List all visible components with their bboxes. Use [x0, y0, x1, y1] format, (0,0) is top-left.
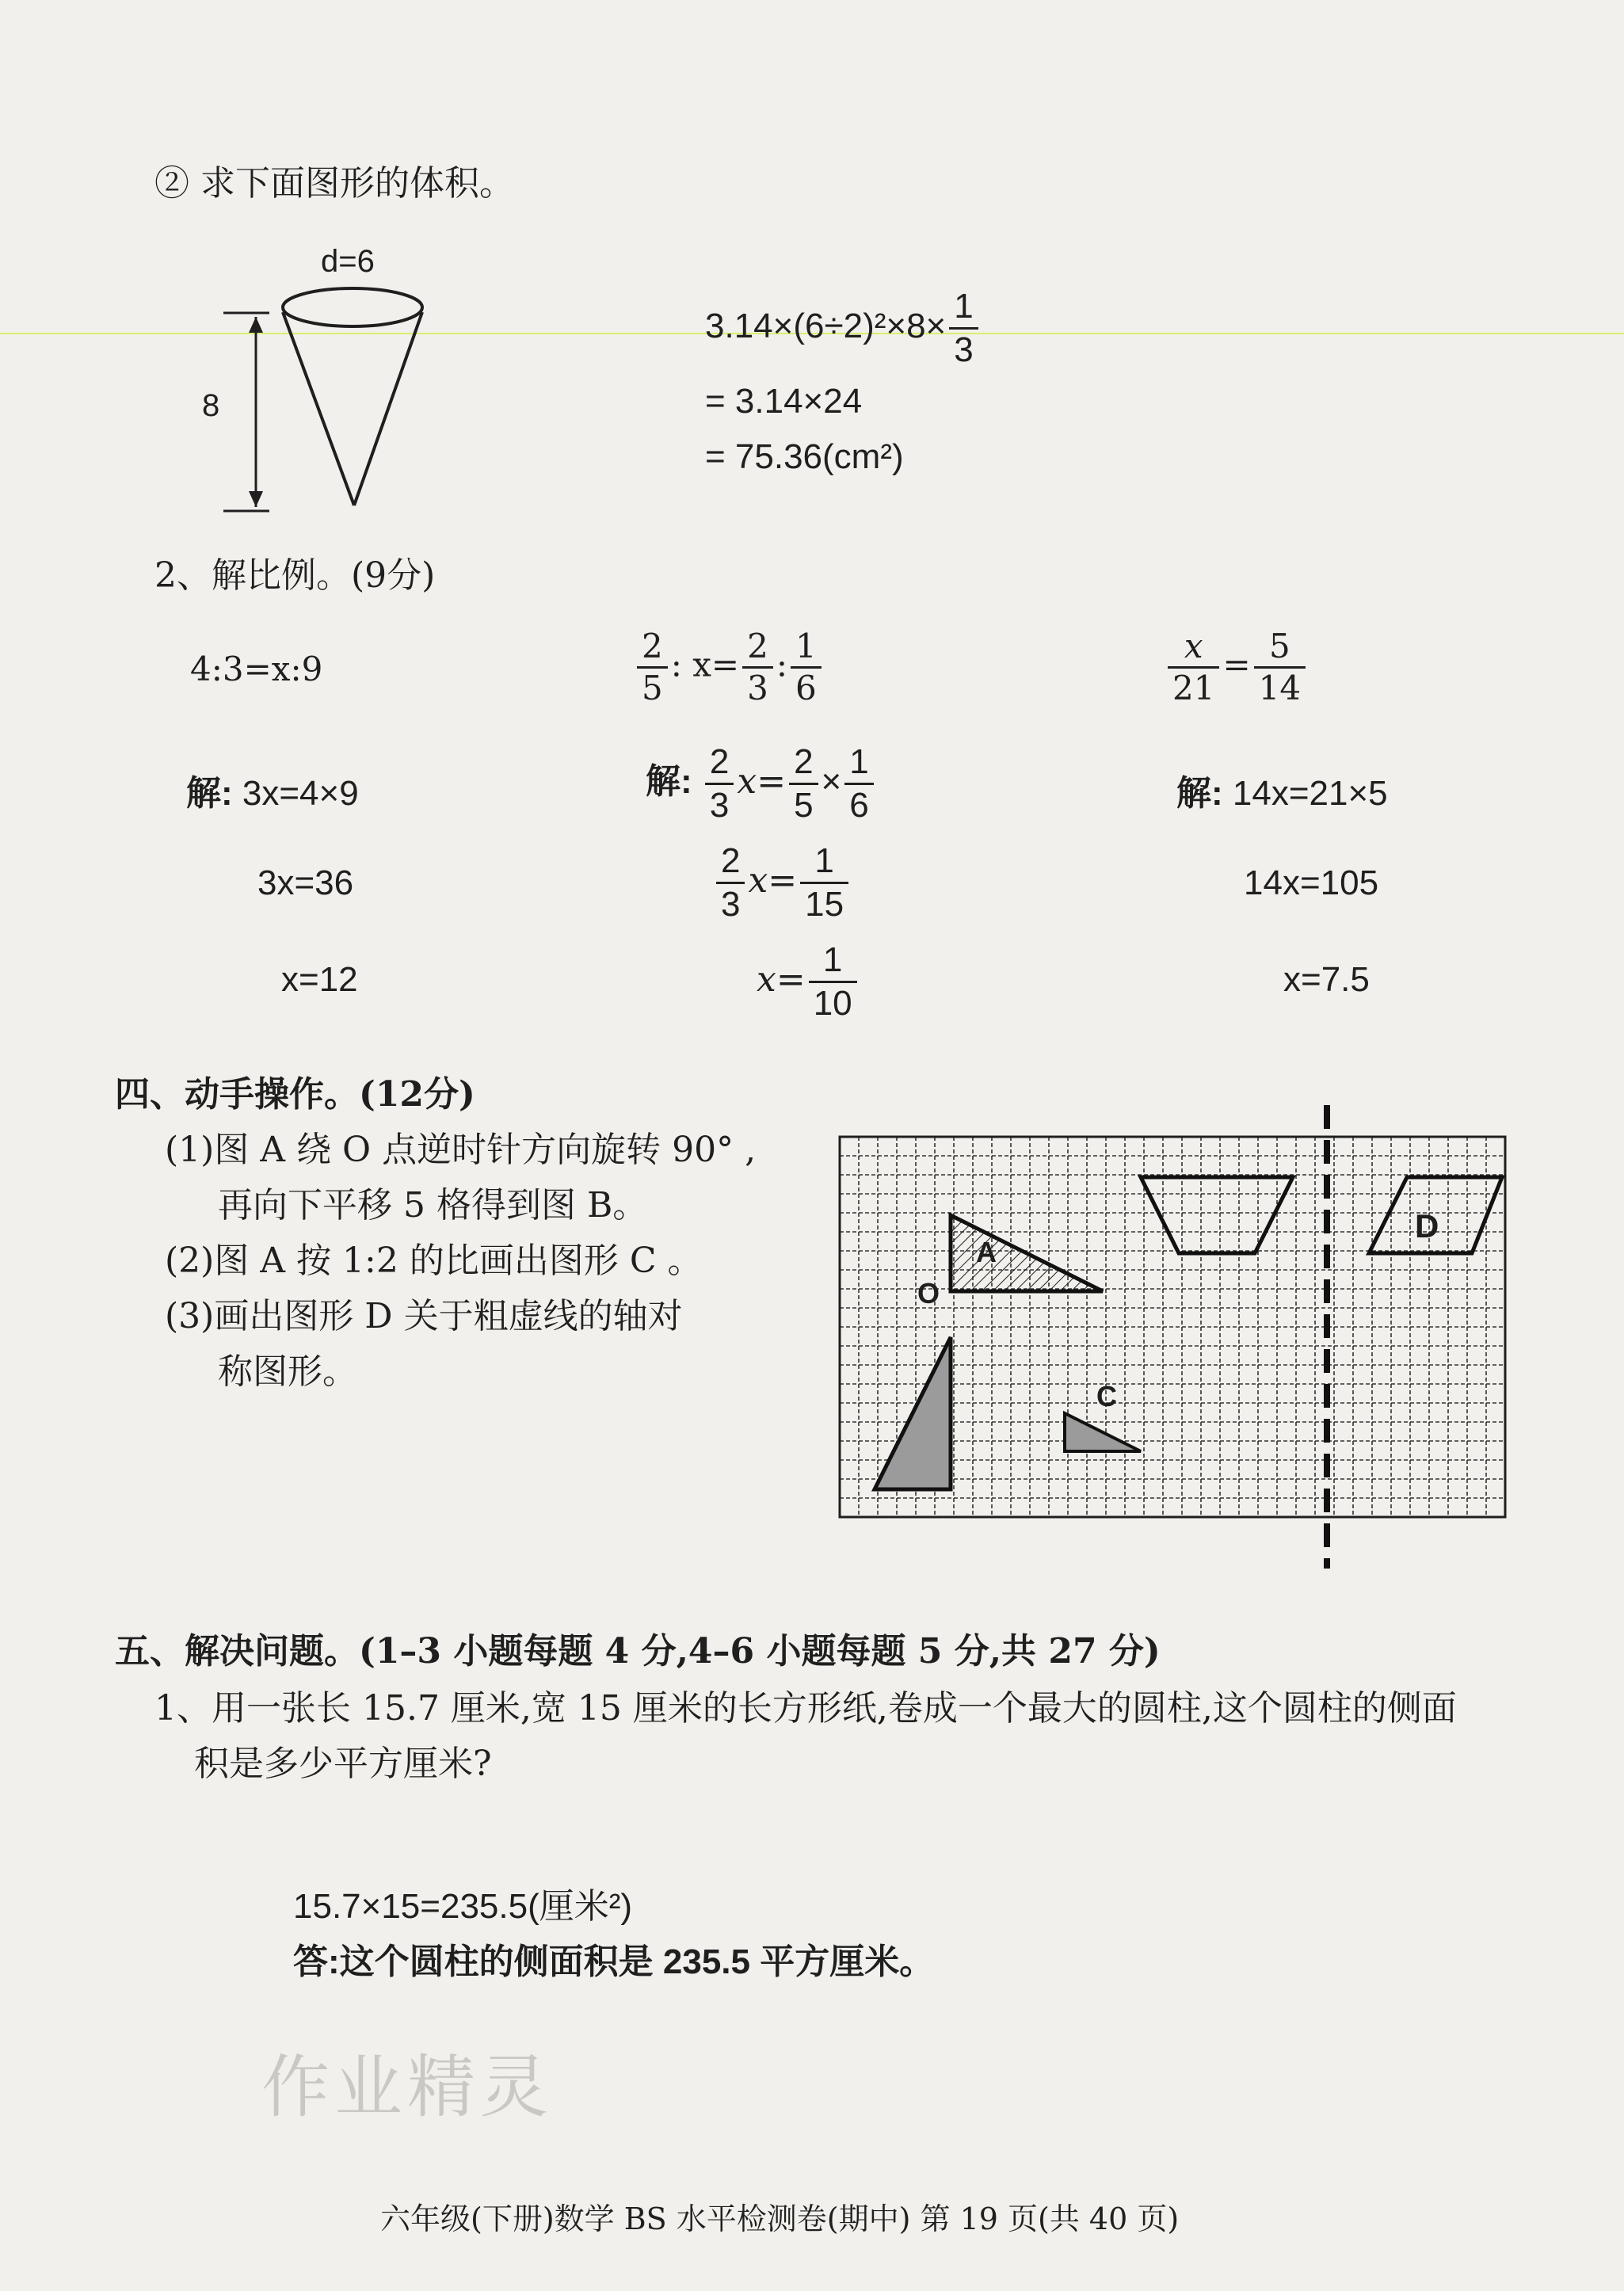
- fraction: [789, 742, 818, 825]
- frac-den: 3: [705, 783, 734, 823]
- x-eq: x=: [757, 959, 806, 1001]
- col3-problem: [1165, 627, 1309, 707]
- col2-step3: [757, 940, 860, 1023]
- col1-step1: [186, 764, 359, 815]
- frac-den: 10: [809, 981, 857, 1021]
- col3-step1-expr: 14x=21×5: [1232, 774, 1388, 813]
- answer-text: 答:这个圆柱的侧面积是 235.5 平方厘米。: [293, 1942, 935, 1981]
- fraction: [809, 940, 857, 1023]
- frac-num: 1: [795, 627, 817, 665]
- section-four-heading: 四、动手操作。(12分): [115, 1074, 475, 1115]
- col1-problem: 4:3=x:9: [190, 650, 323, 688]
- col3-step3: x=7.5: [1283, 960, 1370, 999]
- instruction-1b: 再向下平移 5 格得到图 B。: [218, 1185, 648, 1226]
- instruction-1a: (1)图 A 绕 O 点逆时针方向旋转 90° ,: [165, 1130, 757, 1170]
- fraction: [1168, 627, 1219, 707]
- col3-step1: [1176, 764, 1388, 815]
- col1-step1-expr: 3x=4×9: [242, 774, 359, 813]
- frac-den: 3: [742, 666, 773, 705]
- instruction-2: (2)图 A 按 1:2 的比画出图形 C 。: [165, 1241, 703, 1281]
- page-footer: 六年级(下册)数学 BS 水平检测卷(期中) 第 19 页(共 40 页): [380, 2201, 1180, 2236]
- frac-num: 1: [849, 742, 869, 781]
- label-a: A: [976, 1236, 997, 1268]
- frac-den: 6: [791, 666, 822, 705]
- answer-calc: 15.7×15=235.5(厘米²): [293, 1887, 633, 1926]
- frac-num: 2: [747, 627, 768, 665]
- frac-den: 5: [789, 783, 818, 823]
- frac-num: 2: [642, 627, 663, 665]
- q1-line2: 积是多少平方厘米?: [194, 1744, 492, 1784]
- frac-den: 3: [716, 882, 745, 922]
- cone-height-label: 8: [202, 388, 220, 423]
- parallelogram-reflected: [1141, 1177, 1293, 1253]
- fraction: [716, 841, 745, 924]
- volume-title: ② 求下面图形的体积。: [154, 163, 514, 204]
- calc-expression: 3.14×(6÷2)²×8×: [705, 307, 947, 346]
- cone-diameter-label: d=6: [321, 244, 375, 279]
- frac-num: 1: [954, 287, 974, 326]
- triangle-c: [1065, 1413, 1141, 1451]
- transformation-grid: [824, 1101, 1521, 1576]
- q1-line1: 1、用一张长 15.7 厘米,宽 15 厘米的长方形纸,卷成一个最大的圆柱,这个圆柱的侧面: [154, 1688, 1457, 1729]
- cone-figure: [182, 238, 452, 523]
- proportion-heading: 2、解比例。(9分): [154, 555, 436, 596]
- fraction: [844, 742, 873, 825]
- solve-label: 解:: [646, 762, 692, 802]
- frac-den: 3: [949, 327, 978, 368]
- fraction: [705, 742, 734, 825]
- solve-label: 解:: [1176, 774, 1223, 813]
- fraction: [791, 627, 822, 707]
- col1-step2: 3x=36: [257, 863, 354, 902]
- times-sign: ×: [821, 762, 842, 802]
- col2-problem: [634, 627, 825, 707]
- col2-step1: [646, 742, 877, 825]
- col3-step2: 14x=105: [1244, 863, 1379, 902]
- frac-den: 5: [637, 666, 668, 705]
- instruction-3a: (3)画出图形 D 关于粗虚线的轴对: [165, 1296, 683, 1336]
- col2-step2: [713, 841, 852, 924]
- fraction-one-third: [949, 289, 978, 368]
- label-d: D: [1415, 1207, 1439, 1245]
- frac-num: 5: [1269, 627, 1290, 665]
- label-c: C: [1096, 1380, 1117, 1412]
- ratio-mid: : x=: [670, 645, 740, 684]
- fraction: [1254, 627, 1306, 707]
- x-eq: x=: [737, 761, 787, 802]
- frac-num: 2: [794, 742, 814, 781]
- label-o: O: [917, 1277, 940, 1309]
- frac-num: 1: [822, 940, 843, 979]
- fraction: [742, 627, 773, 707]
- volume-calc-line2: = 3.14×24: [705, 382, 863, 421]
- fraction: [637, 627, 668, 707]
- frac-num: x: [1184, 627, 1203, 665]
- ratio-colon: :: [776, 645, 788, 684]
- watermark: 作业精灵: [261, 2048, 553, 2127]
- col1-step3: x=12: [281, 960, 358, 999]
- frac-num: 2: [721, 841, 741, 880]
- fraction: [800, 841, 848, 924]
- solve-label: 解:: [186, 774, 233, 813]
- instruction-3b: 称图形。: [218, 1351, 357, 1392]
- frac-den: 15: [800, 882, 848, 922]
- section-five-heading: 五、解决问题。(1–3 小题每题 4 分,4–6 小题每题 5 分,共 27 分): [115, 1631, 1161, 1672]
- triangle-b: [875, 1337, 951, 1489]
- triangle-a: [951, 1215, 1103, 1291]
- frac-den: 21: [1168, 666, 1219, 705]
- frac-den: 14: [1254, 666, 1306, 705]
- x-eq: x=: [748, 860, 798, 902]
- frac-num: 2: [709, 742, 730, 781]
- frac-num: 1: [814, 841, 834, 880]
- frac-den: 6: [844, 783, 873, 823]
- volume-calc-line1: [705, 289, 982, 368]
- volume-calc-line3: = 75.36(cm²): [705, 437, 904, 476]
- equals-sign: =: [1222, 645, 1251, 684]
